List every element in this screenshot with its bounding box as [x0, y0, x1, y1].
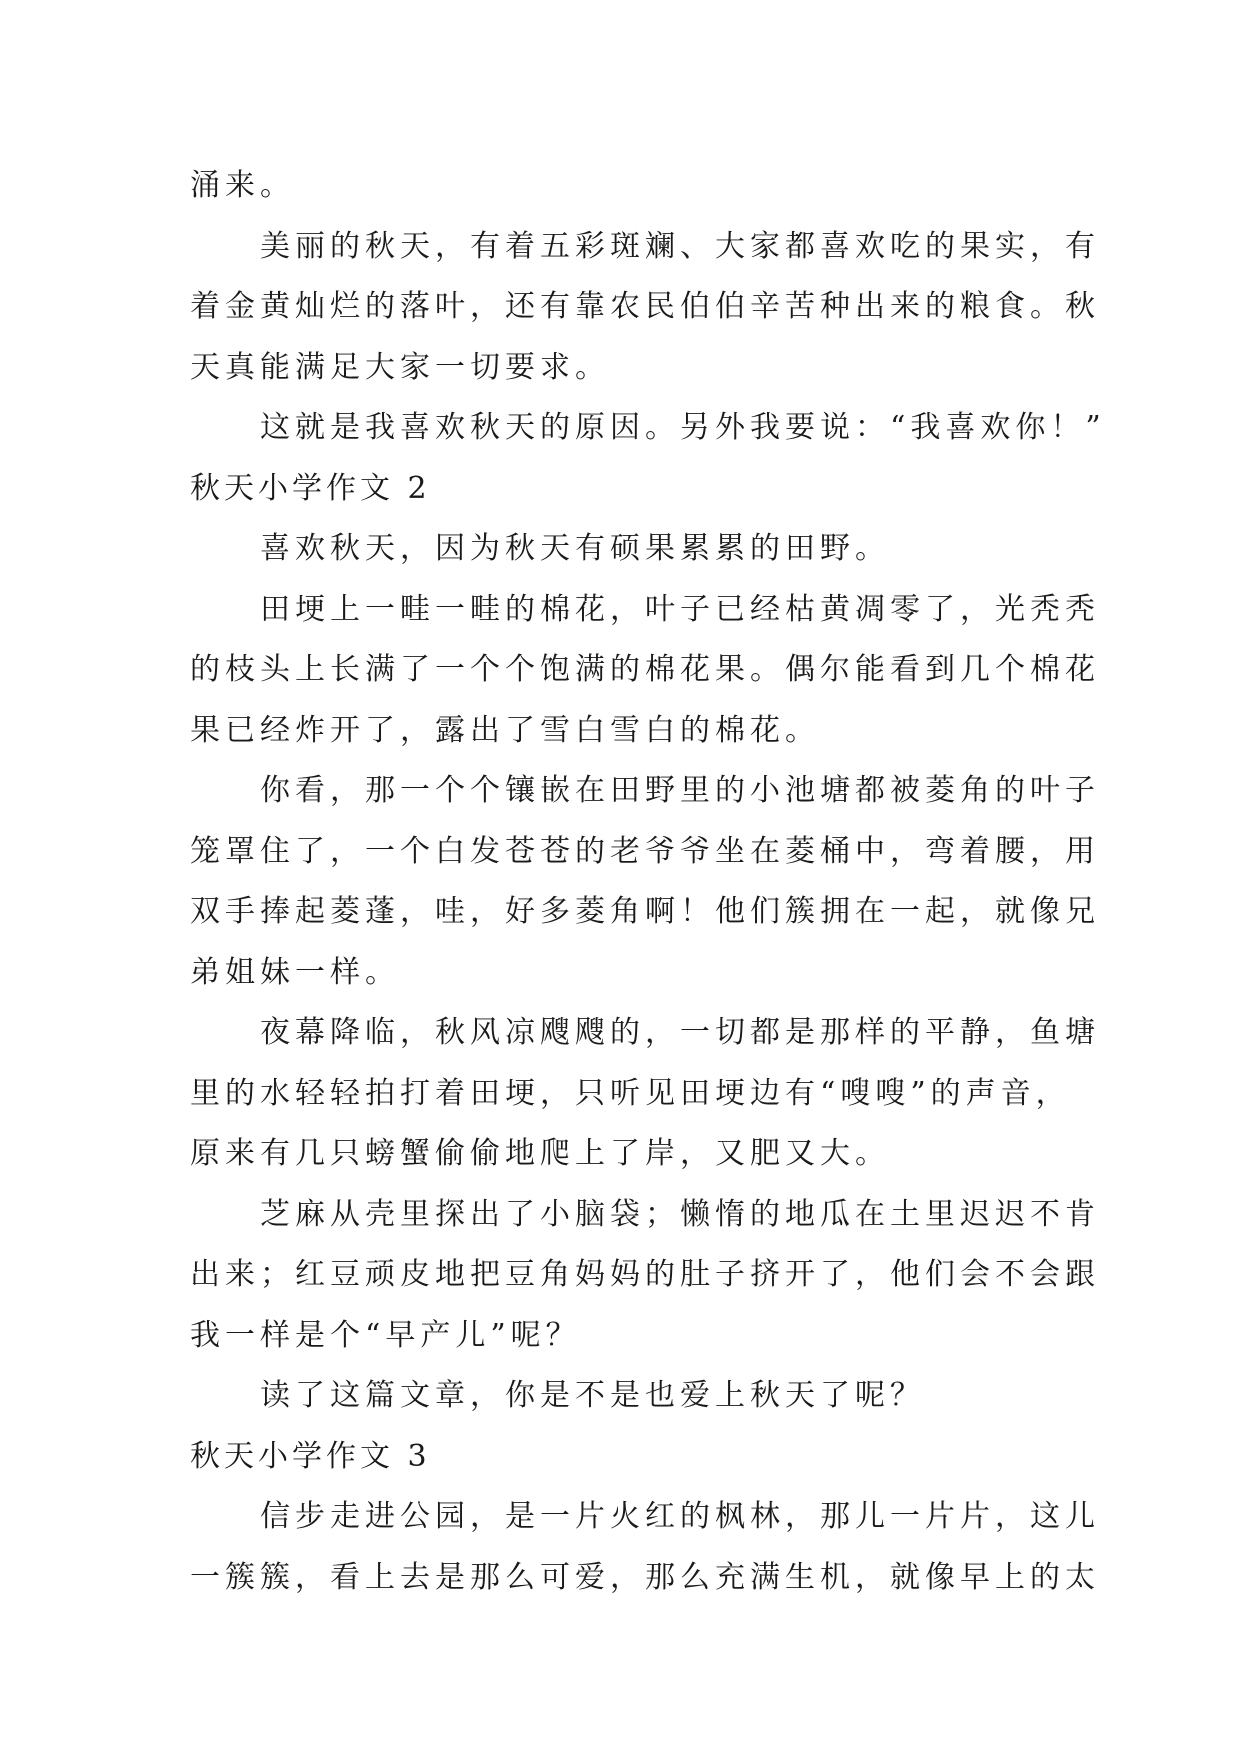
paragraph-start-line: 喜欢秋天，因为秋天有硕果累累的田野。 — [260, 531, 890, 566]
text-line: 着金黄灿烂的落叶，还有靠农民伯伯辛苦种出来的粮食。秋 — [190, 289, 1100, 324]
section-heading: 秋天小学作文 2 — [190, 470, 431, 506]
paragraph-start-line: 芝麻从壳里探出了小脑袋；懒惰的地瓜在土里迟迟不肯 — [260, 1196, 1100, 1232]
text-line: 果已经炸开了，露出了雪白雪白的棉花。 — [190, 712, 820, 748]
document-body — [190, 156, 1106, 1608]
text-line: 涌来。 — [190, 168, 295, 203]
text-line: 双手捧起菱蓬，哇，好多菱角啊！他们簇拥在一起，就像兄 — [190, 894, 1100, 929]
paragraph-start-line: 读了这篇文章，你是不是也爱上秋天了呢？ — [260, 1378, 925, 1413]
text-line: 出来；红豆顽皮地把豆角妈妈的肚子挤开了，他们会不会跟 — [190, 1257, 1100, 1292]
text-line: 弟姐妹一样。 — [190, 954, 400, 990]
paragraph-start-line: 田埂上一畦一畦的棉花，叶子已经枯黄凋零了，光秃秃 — [260, 591, 1100, 627]
section-heading: 秋天小学作文 3 — [190, 1438, 431, 1474]
paragraph-start-line: 这就是我喜欢秋天的原因。另外我要说：“我喜欢你！” — [260, 410, 1106, 445]
paragraph-start-line: 你看，那一个个镶嵌在田野里的小池塘都被菱角的叶子 — [260, 773, 1100, 808]
text-line: 原来有几只螃蟹偷偷地爬上了岸，又肥又大。 — [190, 1136, 890, 1171]
paragraph-start-line: 美丽的秋天，有着五彩斑斓、大家都喜欢吃的果实，有 — [260, 228, 1100, 264]
text-line: 一簇簇，看上去是那么可爱，那么充满生机，就像早上的太 — [190, 1559, 1100, 1595]
text-line: 我一样是个“早产儿”呢？ — [190, 1317, 581, 1353]
text-line: 笼罩住了，一个白发苍苍的老爷爷坐在菱桶中，弯着腰，用 — [190, 833, 1100, 869]
paragraph-start-line: 夜幕降临，秋风凉飕飕的，一切都是那样的平静，鱼塘 — [260, 1015, 1100, 1050]
text-line: 的枝头上长满了一个个饱满的棉花果。偶尔能看到几个棉花 — [190, 652, 1100, 687]
text-line: 里的水轻轻拍打着田埂，只听见田埂边有“嗖嗖”的声音， — [190, 1075, 1071, 1111]
text-line: 天真能满足大家一切要求。 — [190, 349, 610, 385]
paragraph-start-line: 信步走进公园，是一片火红的枫林，那儿一片片，这儿 — [260, 1499, 1100, 1534]
